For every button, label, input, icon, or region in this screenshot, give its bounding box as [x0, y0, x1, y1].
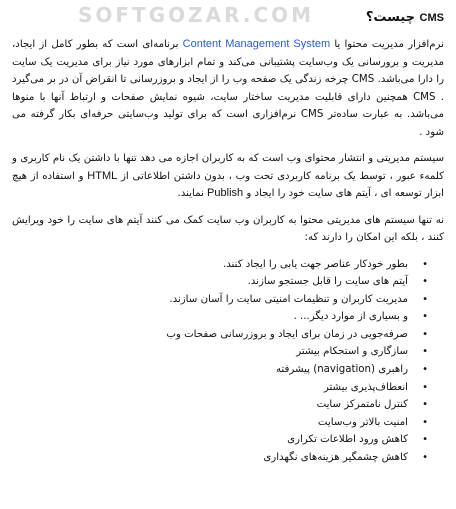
list-item-text: و بسیاری از موارد دیگر... . [293, 311, 408, 323]
list-item [12, 449, 428, 467]
system-part3: نمایند. [177, 188, 208, 199]
list-item-text: امنیت بالاتر وب‌سایت [317, 416, 408, 428]
bullet-icon: • [422, 381, 428, 393]
list-item [12, 396, 428, 414]
title-question: چیست؟ [365, 10, 420, 25]
publish-term: Publish [207, 187, 244, 199]
bullet-icon: • [422, 434, 428, 446]
list-item [12, 256, 428, 274]
bullet-icon: • [422, 258, 428, 270]
system-paragraph [12, 150, 444, 203]
list-item-text: مدیریت کاربران و تنظیمات امنیتی سایت را آسان سازند. [169, 293, 408, 305]
bullet-icon: • [422, 364, 428, 376]
bullet-icon: • [422, 328, 428, 340]
list-item [12, 361, 428, 379]
feature-list [12, 256, 444, 467]
watermark: SOFTGOZAR.COM [78, 3, 315, 27]
html-term: HTML [87, 169, 118, 182]
capabilities-paragraph: نه تنها سیستم های مدیریتی محتوا به کاربران وب سایت کمک می کنند آیتم های سایت را خود ویرایش کنند ، بلکه این امکان را دارند که: [12, 214, 444, 243]
list-item-text: کنترل نامتمرکز سایت [316, 399, 408, 411]
list-item [12, 326, 428, 344]
list-item-text: کاهش ورود اطلاعات تکراری [287, 434, 408, 446]
list-item-text: کاهش چشمگیر هزینه‌های نگهداری [263, 452, 408, 464]
bullet-icon: • [422, 416, 428, 428]
list-item [12, 379, 428, 397]
title-cms: CMS [419, 12, 444, 24]
bullet-icon: • [422, 276, 428, 288]
list-item-text: آیتم های سایت را قابل جستجو سازند. [247, 276, 408, 288]
intro-paragraph [12, 36, 444, 141]
list-item-text: راهبری (navigation) پیشرفته [275, 364, 408, 376]
cms-full-name-link[interactable]: Content Management System [182, 38, 331, 50]
bullet-icon: • [422, 311, 428, 323]
list-item [12, 431, 428, 449]
list-item [12, 291, 428, 309]
list-item-text: انعطاف‌پذیری بیشتر [323, 381, 408, 393]
intro-part2: برنامه‌ای است که بطور کامل از ایجاد، مدیریت و برورسانی یک وب‌سایت پشتیبانی می‌کند و تمام ابزارهای مورد نیاز برای مدیریت یک سایت را دارا می‌باشد. CMS چرخه زندگی یک صفحه وب را از ایجاد و بروزرسانی تا انقراض آن در بر می‌گیرد . CMS همچنین دارای قابلیت مدیریت ساختار سایت، شیوه نمایش صفحات و ارتباط آنها با منوها می‌باشد. به عبارت ساده‌تر CMS نرم‌افزاری است که برای تولید وب‌سایتی حرفه‌ای بکار گرفته می شود . [12, 39, 445, 138]
list-item-text: بطور خودکار عناصر جهت یابی را ایجاد کنند. [222, 258, 408, 270]
bullet-icon: • [422, 346, 428, 358]
system-part2: و استفاده از هیچ ابزار توسعه ای ، آیتم های سایت خود را ایجاد و [12, 170, 444, 199]
list-item [12, 308, 428, 326]
list-item [12, 343, 428, 361]
bullet-icon: • [422, 293, 428, 305]
bullet-icon: • [422, 399, 428, 411]
list-item-text: صرفه‌جویی در زمان برای ایجاد و بروزرسانی صفحات وب [166, 328, 408, 340]
list-item-text: سازگاری و استحکام بیشتر [296, 346, 408, 358]
list-item [12, 414, 428, 432]
bullet-icon: • [422, 452, 428, 464]
intro-part1: نرم‌افزار مدیریت محتوا یا [330, 39, 444, 50]
system-part1: سیستم مدیریتی و انتشار محتوای وب است که به کاربران اجازه می دهد تنها با داشتن یک نام کاربری و کلمه‌ء عبور ، توسط یک برنامه کاربردی تحت وب ، بدون داشتن اطلاعاتی از [12, 153, 444, 182]
list-item [12, 273, 428, 291]
